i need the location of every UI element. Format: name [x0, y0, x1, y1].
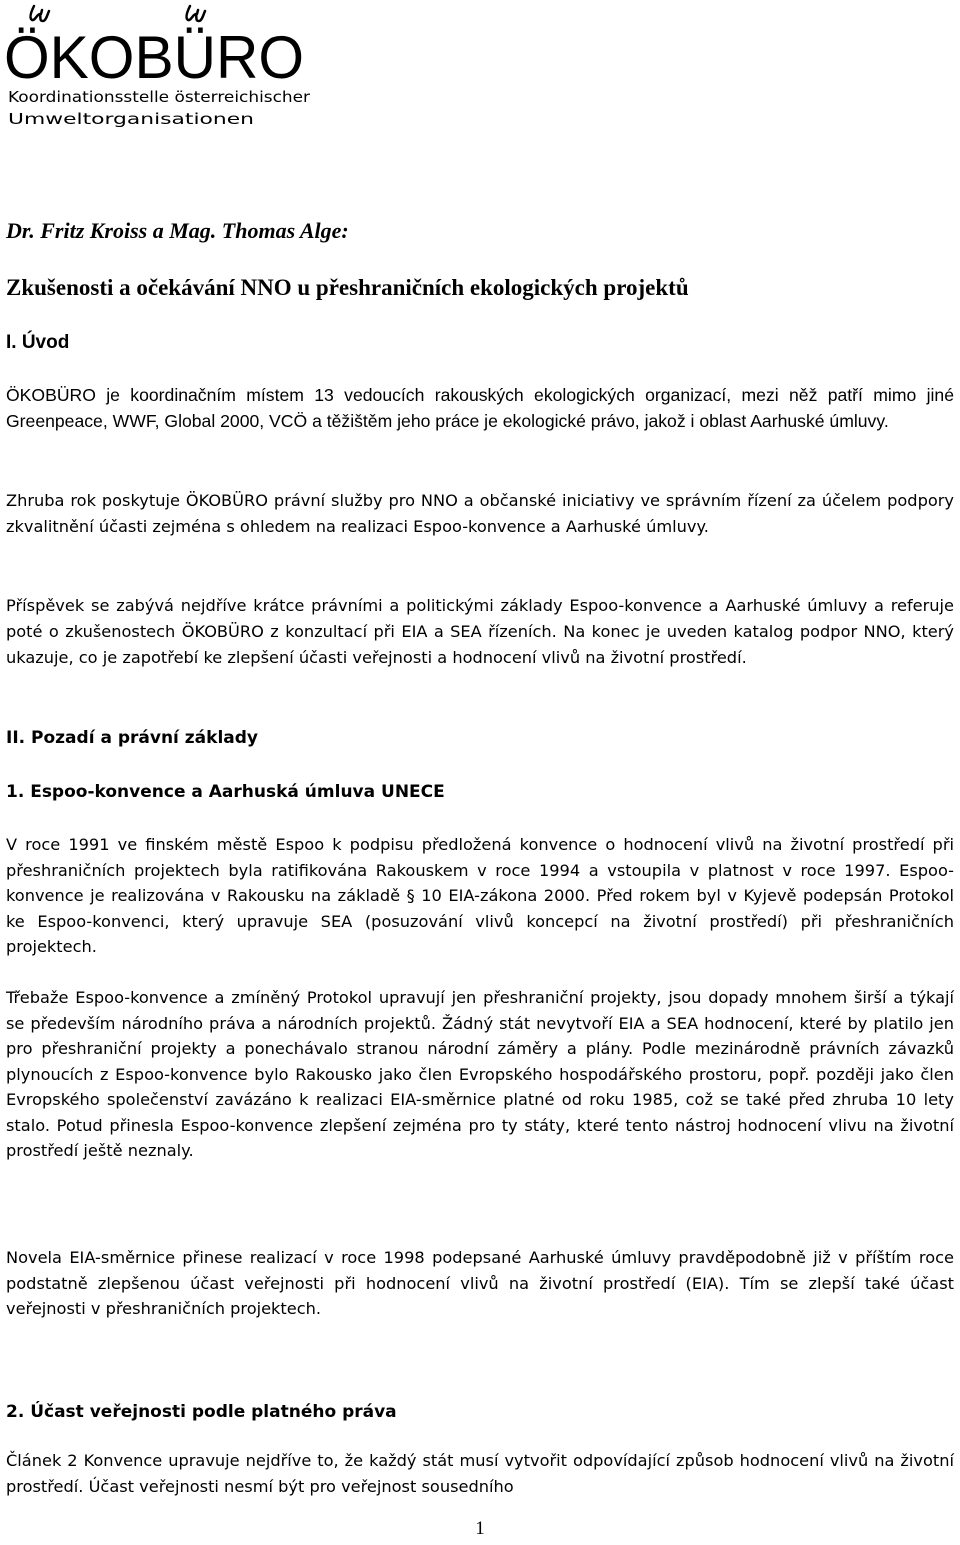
subsection-heading-participation: 2. Účast veřejnosti podle platného práva — [6, 1402, 397, 1422]
logo-name: ÖKOBÜRO — [4, 24, 304, 91]
document-title: Zkušenosti a očekávání NNO u přeshraničních ekologických projektů — [6, 275, 689, 300]
paragraph-participation-1: Článek 2 Konvence upravuje nejdříve to, že každý stát musí vytvořit odpovídající způsob hodnocení vlivů na životní prostředí. Účast veřejnosti nesmí být pro veřejnost sousedního — [6, 1451, 954, 1496]
bird-icon — [31, 6, 49, 21]
page-number: 1 — [475, 1518, 485, 1539]
section-heading-background: II. Pozadí a právní základy — [6, 728, 259, 748]
paragraph-intro-1: ÖKOBÜRO je koordinačním místem 13 vedoucích rakouských ekologických organizací, mezi něž patří mimo jiné Greenpeace, WWF, Global 2000, VCÖ a těžištěm jeho práce je ekologické právo, jakož i oblast Aarhuské úmluvy. — [6, 385, 954, 431]
bird-icon — [187, 6, 205, 21]
logo-tagline-2: Umweltorganisationen — [8, 110, 255, 128]
logo-tagline-1: Koordinationsstelle österreichischer — [8, 88, 311, 106]
paragraph-espoo-1: V roce 1991 ve finském městě Espoo k podpisu předložená konvence o hodnocení vlivů na životní prostředí při přeshraničních projektech byla ratifikována Rakouskem v roce 1994 a vstoupila v platnost v roce 1997. Espoo-konvence je realizována v Rakousku na základě § 10 EIA-zákona 2000. Před rokem byl v Kyjevě podepsán Protokol ke Espoo-konvenci, který upravuje SEA (posuzování vlivů koncepcí na životní prostředí) při přeshraničních projektech. — [6, 835, 954, 956]
paragraph-espoo-2: Třebaže Espoo-konvence a zmíněný Protokol upravují jen přeshraniční projekty, jsou dopady mnohem širší a týkají se především národního práva a národních projektů. Žádný stát nevytvoří EIA a SEA hodnocení, které by platilo jen pro přeshraniční projekty a ponechávalo stranou národní záměry a plány. Podle mezinárodně právních závazků plynoucích z Espoo-konvence bylo Rakousko jako člen Evropského hospodářského prostoru, popř. později jako člen Evropského společenství zavázáno k realizaci EIA-směrnice platné od roku 1985, což se také před zhruba 10 lety stalo. Potud přinesla Espoo-konvence zlepšení zejména pro ty státy, které tento nástroj hodnocení vlivu na životní prostředí ještě neznaly. — [6, 988, 954, 1160]
okoburo-logo — [4, 2, 314, 130]
author-line: Dr. Fritz Kroiss a Mag. Thomas Alge: — [6, 218, 349, 243]
subsection-heading-espoo: 1. Espoo-konvence a Aarhuská úmluva UNECE — [6, 782, 445, 802]
section-heading-intro: I. Úvod — [6, 332, 70, 353]
paragraph-intro-3: Příspěvek se zabývá nejdříve krátce právními a politickými základy Espoo-konvence a Aarhuské úmluvy a referuje poté o zkušenostech ÖKOBÜRO z konzultací při EIA a SEA řízeních. Na konec je uveden katalog podpor NNO, který ukazuje, co je zapotřebí ke zlepšení účasti veřejnosti a hodnocení vlivů na životní prostředí. — [6, 596, 954, 667]
paragraph-intro-2: Zhruba rok poskytuje ÖKOBÜRO právní služby pro NNO a občanské iniciativy ve správním řízení za účelem podpory zkvalitnění účasti zejména s ohledem na realizaci Espoo-konvence a Aarhuské úmluvy. — [6, 491, 954, 536]
paragraph-espoo-3: Novela EIA-směrnice přinese realizací v roce 1998 podepsané Aarhuské úmluvy pravděpodobně již v příštím roce podstatně zlepšenou účast veřejnosti při hodnocení vlivů na životní prostředí (EIA). Tím se zlepší také účast veřejnosti v přeshraničních projektech. — [6, 1248, 954, 1318]
